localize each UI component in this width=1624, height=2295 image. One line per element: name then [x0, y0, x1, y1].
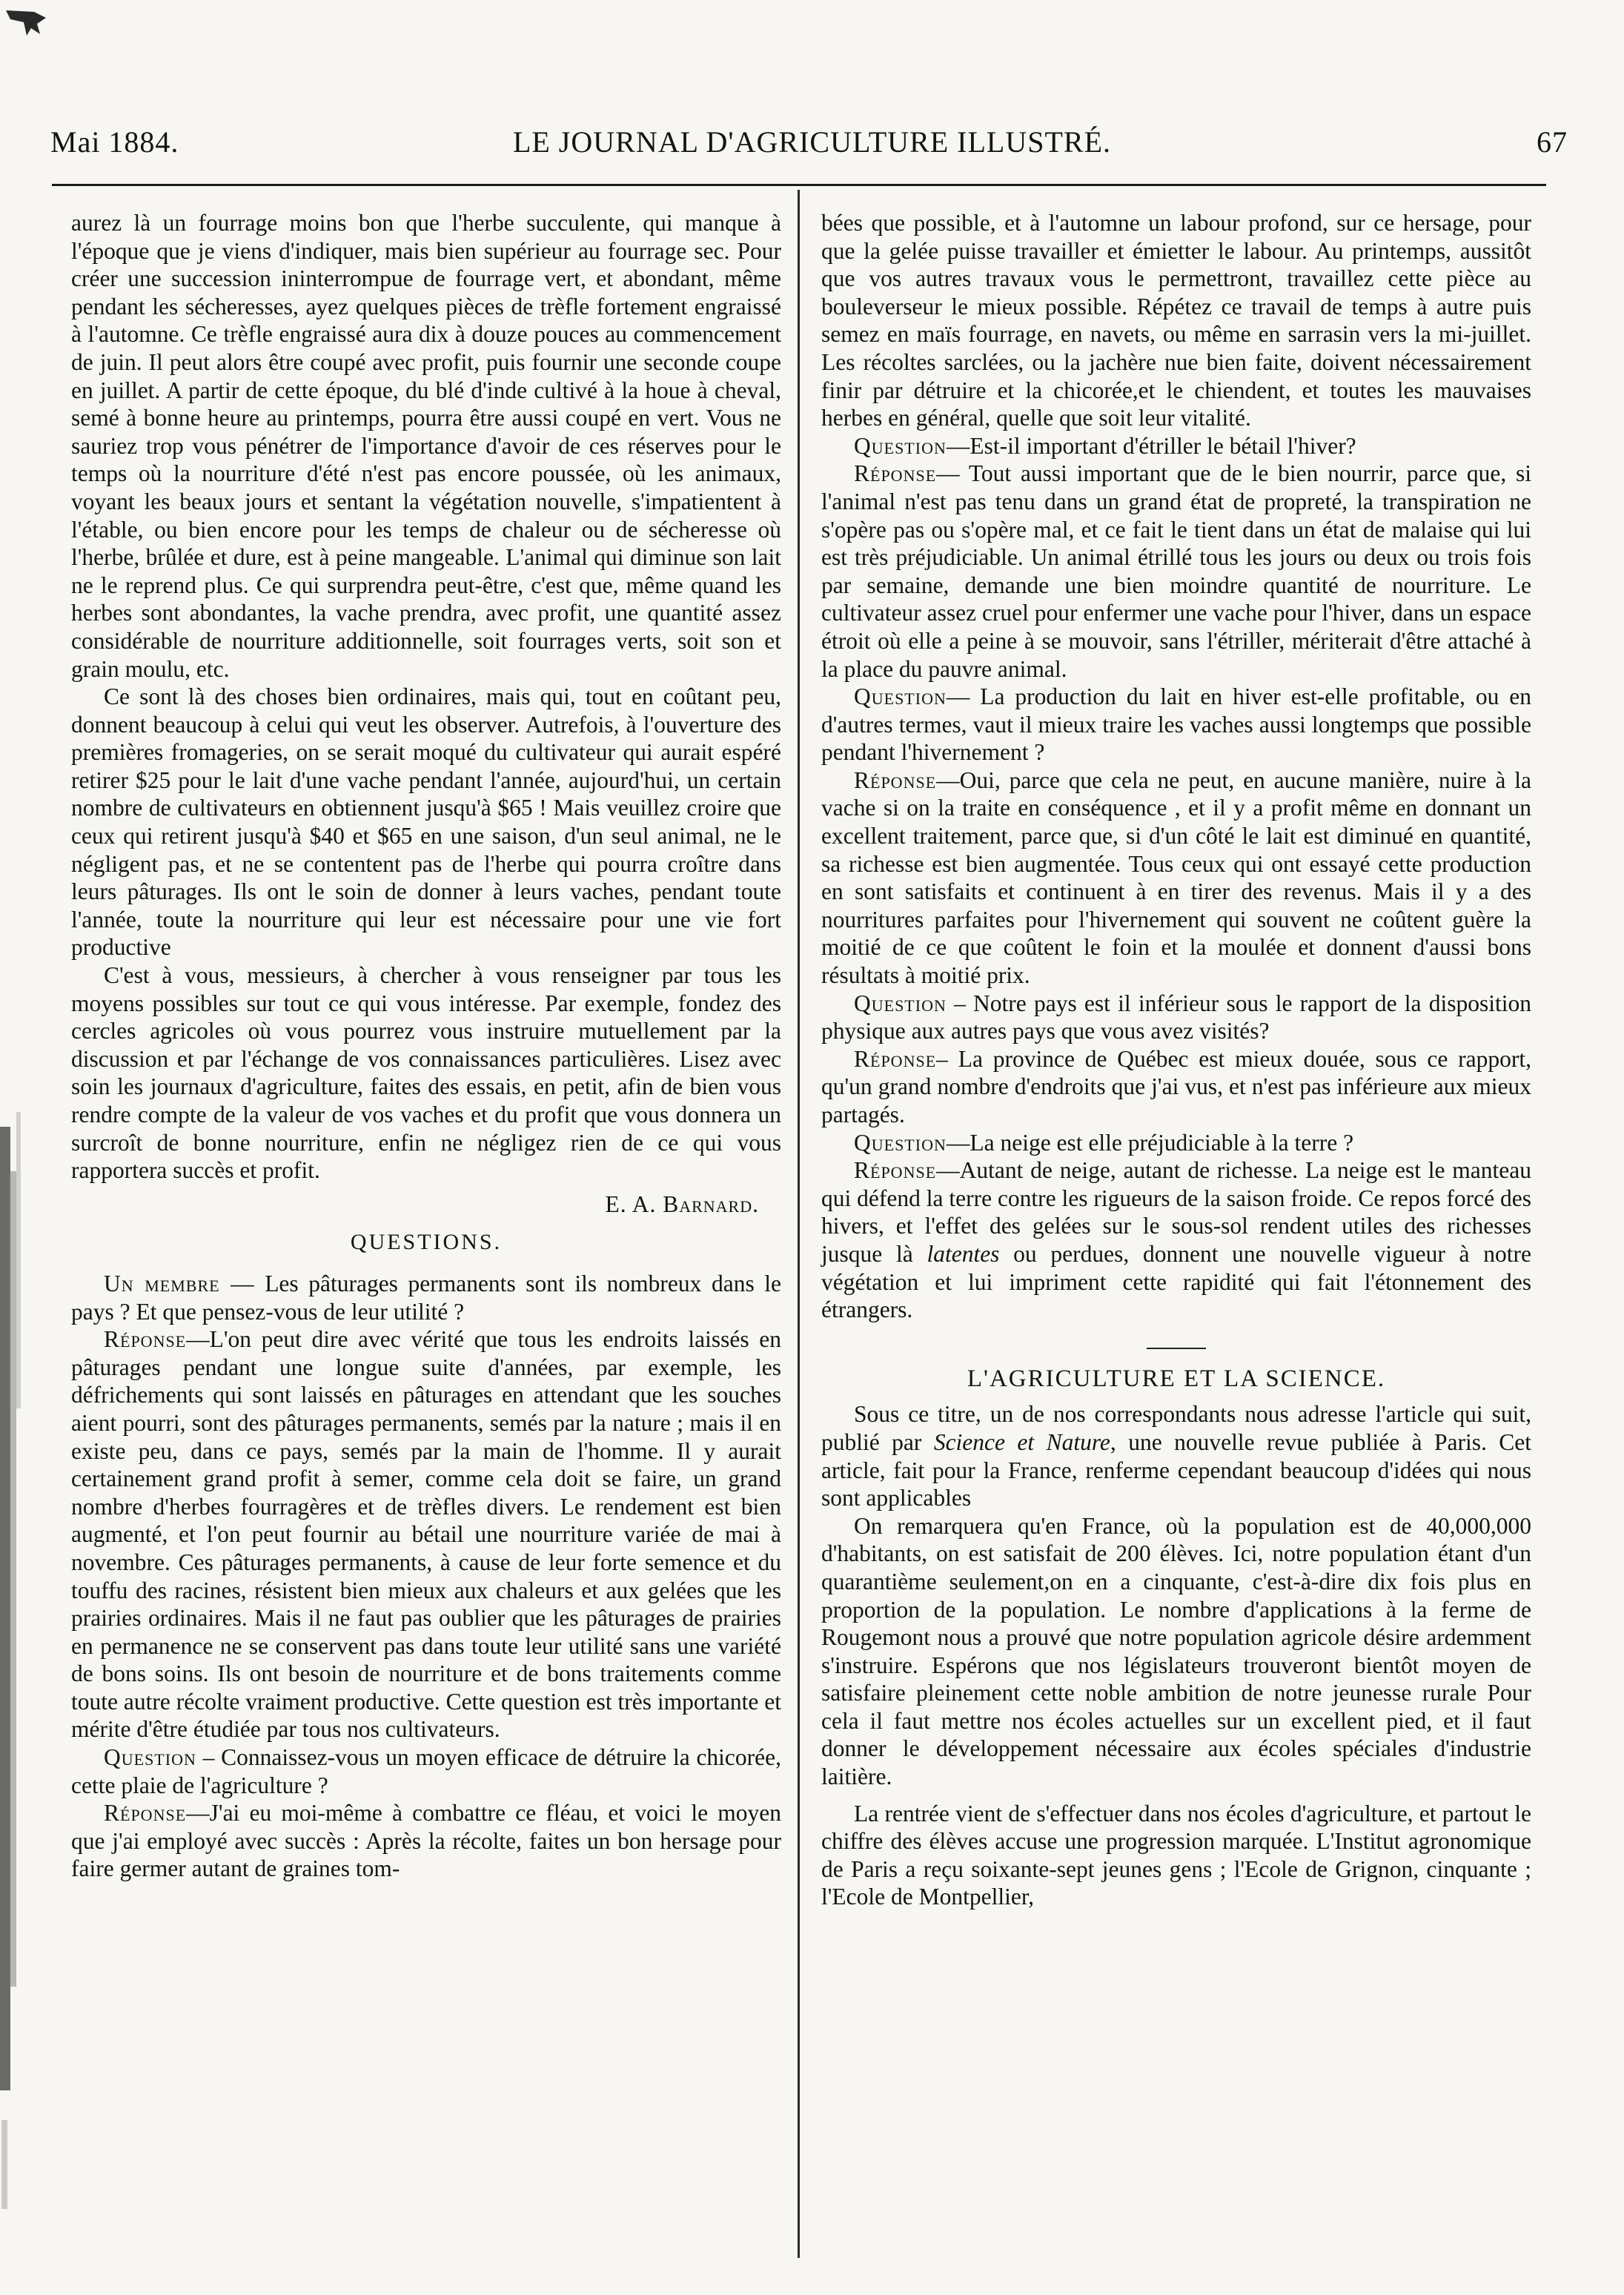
answer-text-italic: latentes: [927, 1240, 1000, 1267]
paragraph: [821, 1400, 1531, 1511]
question-label: Question: [854, 1129, 947, 1156]
paragraph: C'est à vous, messieurs, à chercher à vous renseigner par tous les moyens possibles sur tout ce qui vous intéresse. Par exemple, fondez des cercles agricoles où vous pourrez vous instruire mutuellement par la discussion et par l'échange de vos connaissances particulières. Lisez avec soin les journaux d'agriculture, faites des essais, en petit, afin de bien vous rendre compte de la valeur de vos vaches et du profit que vous donnera un surcroît de bonne nourriture, enfin ne négligez rien de ce qui vous rapportera succès et profit.: [71, 962, 781, 1184]
question-label: Question: [854, 683, 947, 710]
question: [821, 432, 1531, 460]
paragraph: bées que possible, et à l'automne un labour profond, sur ce hersage, pour que la gelée puisse travailler et émietter le labour. Au printemps, aussitôt que vos autres travaux vous le permettront, travaillez cette pièce au bouleverseur le mieux possible. Répétez ce travail de temps à autre puis semez en maïs fourrage, en navets, ou même en sarrasin vers la mi-juillet. Les récoltes sarclées, ou la jachère nue bien faite, doivent nécessairement finir par détruire et la chicorée,et le chiendent, et toutes les mauvaises herbes en général, quelle que soit leur vitalité.: [821, 210, 1531, 431]
answer: [71, 1799, 781, 1883]
answer-text: — Tout aussi important que de le bien nourrir, parce que, si l'animal n'est pas tenu dans un grand état de propreté, la transpiration ne s'opère pas ou s'opère mal, et ce fait le tient dans un état de malaise qui lui est très préjudiciable. Un animal étrillé tous les jours ou deux ou trois fois par semaine, demande une bien moindre quantité de nourriture. Le cultivateur assez cruel pour enfermer une vache pour l'hiver, dans un espace étroit où elle a peine à se mouvoir, sans l'étriller, mériterait d'être attaché à la place du pauvre animal.: [821, 460, 1531, 682]
journal-title: LE JOURNAL D'AGRICULTURE ILLUSTRÉ.: [512, 125, 1112, 159]
paragraph: Ce sont là des choses bien ordinaires, mais qui, tout en coûtant peu, donnent beaucoup à celui qui veut les observer. Autrefois, à l'ouverture des premières fromageries, on se serait moqué du cultivateur qui aurait espéré retirer $25 pour le lait d'une vache pendant l'année, aujourd'hui, un certain nombre de cultivateurs en obtiennent jusqu'à $65 ! Mais veuillez croire que ceux qui retirent jusqu'à $40 et $65 en une saison, d'un seul animal, ne le négligent pas, et ne se contentent pas de l'herbe qui pourra croître dans leurs pâturages. Ils ont le soin de donner à leurs vaches, pendant toute l'année, toute la nourriture qui leur est nécessaire pour une vie fort productive: [71, 683, 781, 961]
question: [821, 1129, 1531, 1157]
answer-text: —L'on peut dire avec vérité que tous les endroits laissés en pâturages pendant une longue suite d'années, par exemple, les défrichements qui sont laissés en pâturages en attendant que les souches aient pourri, sont des pâturages permanents, semés par la nature ; mais il en existe peu, dans ce pays, semés par la main de l'homme. Il y aurait certainement grand profit à semer, comme cela doit se faire, un grand nombre d'herbes fourragères et de trèfles divers. Le rendement est bien augmenté, et l'on peut fournir au bétail une nourriture variée de mai à novembre. Ces pâturages permanents, à cause de leur forte semence et du touffu des racines, résistent bien mieux aux chaleurs et aux gelées que les prairies ordinaires. Mais il ne faut pas oublier que les pâturages de prairies en permanence ne se conservent pas dans toute leur utilité sans une variété de bons soins. Ils ont besoin de nourriture et de bons traitements comme toute autre récolte vraiment productive. Cette question est très importante et mérite d'être étudiée par tous nos cultivateurs.: [71, 1326, 781, 1743]
article-heading: L'AGRICULTURE ET LA SCIENCE.: [967, 1365, 1386, 1392]
question-label: Question: [854, 432, 947, 459]
question-text: Les pâturages permanents sont ils nombreux dans le pays ? Et que pensez-vous de leur utilité ?: [71, 1270, 782, 1325]
paragraph-text: , une nouvelle revue publiée à Paris. Cet article, fait pour la France, renferme cependant beaucoup d'idées qui nous sont applicables: [821, 1428, 1531, 1511]
page-header: [47, 125, 1577, 169]
question-label: Question: [104, 1744, 196, 1771]
page-number: 67: [1537, 125, 1568, 159]
answer-label: Réponse: [104, 1326, 187, 1353]
answer-label: Réponse: [854, 766, 937, 793]
header-rule: [52, 184, 1546, 186]
paragraph: aurez là un fourrage moins bon que l'herbe succulente, qui manque à l'époque que je viens d'indiquer, mais bien supérieur au fourrage sec. Pour créer une succession ininterrompue de fourrage vert, et abondant, même pendant les sécheresses, ayez quelques pièces de trèfle fortement engraissé à l'automne. Ce trèfle engraissé aura dix à douze pouces au commencement de juin. Il peut alors être coupé avec profit, puis fournir une seconde coupe en juillet. A partir de cette époque, du blé d'inde cultivé à la houe à cheval, semé à bonne heure au printemps, pourra être aussi coupé en vert. Vous ne sauriez trop vous pénétrer de l'importance d'avoir de ces réserves pour le temps où la nourriture d'été n'est pas encore poussée, où les animaux, voyant les beaux jours et sentant la végétation nouvelle, s'impatientent à l'étable, ou bien encore pour les temps de chaleur ou de sécheresse où l'herbe, brûlée et dure, est à peine mangeable. L'animal qui diminue son lait ne le reprend plus. Ce qui surprendra peut-être, c'est que, même quand les herbes sont abondantes, la vache prendra, avec profit, une quantité assez considérable de nourriture additionnelle, soit fourrages verts, soit son et grain moulu, etc.: [71, 210, 781, 682]
answer-text: —J'ai eu moi-même à combattre ce fléau, et voici le moyen que j'ai employé avec succès : Après la récolte, faites un bon hersage pour faire germer autant de graines tom-: [71, 1800, 781, 1882]
answer-label: Réponse: [854, 1045, 937, 1072]
question: [821, 683, 1531, 766]
answer-text: —Autant de neige, autant de richesse. La neige est le manteau qui défend la terre contre les rigueurs de la saison froide. Ce repos forcé des hivers, et l'effet des gelées sur le sous-sol rendent utiles des richesses jusque là: [821, 1157, 1531, 1267]
answer: [821, 460, 1531, 683]
section-separator: [1147, 1348, 1206, 1349]
question-text: – Connaissez-vous un moyen efficace de détruire la chicorée, cette plaie de l'agriculture ?: [71, 1744, 781, 1798]
question: [821, 990, 1531, 1045]
question-text: – Notre pays est il inférieur sous le rapport de la disposition physique aux autres pays que vous avez visités?: [821, 990, 1531, 1044]
questions-heading: QUESTIONS.: [350, 1230, 503, 1255]
answer-text: – La province de Québec est mieux douée, sous ce rapport, qu'un grand nombre d'endroits que j'ai vus, et n'est pas inférieure aux mieux partagés.: [821, 1045, 1531, 1127]
question: [71, 1743, 781, 1799]
paragraph: La rentrée vient de s'effectuer dans nos écoles d'agriculture, et partout le chiffre des élèves accuse une progression marquée. L'Institut agronomique de Paris a reçu soixante-sept jeunes gens ; l'Ecole de Grignon, cinquante ; l'Ecole de Montpellier,: [821, 1800, 1531, 1910]
question-text: — La production du lait en hiver est-elle profitable, ou en d'autres termes, vaut il mieux traire les vaches aussi longtemps que possible pendant l'hivernement ?: [821, 683, 1531, 766]
answer: [821, 766, 1531, 990]
column-divider: [798, 190, 800, 2258]
scan-edge-bleed: [0, 1067, 34, 2283]
question: [71, 1270, 781, 1325]
author-signature: E. A. Barnard.: [605, 1190, 759, 1217]
answer: [821, 1156, 1531, 1324]
right-column: [821, 209, 1531, 1911]
paragraph: On remarquera qu'en France, où la population est de 40,000,000 d'habitants, on est satisfait de 200 élèves. Ici, notre population étant d'un quarantième seulement,on en a cinquante, c'est-à-dire dix fois plus en proportion de la population. Le nombre d'applications à la ferme de Rougemont nous a prouvé que notre population agricole désire ardemment s'instruire. Espérons que nos législateurs trouveront bientôt moyen de satisfaire pleinement cette noble ambition de notre jeunesse rurale Pour cela il faut mettre nos écoles actuelles sur un excellent pied, et il faut donner le développement nécessaire aux écoles spéciales d'industrie laitière.: [821, 1512, 1531, 1790]
left-column: [71, 209, 781, 1883]
answer-label: Réponse: [854, 460, 937, 487]
answer-text: ou perdues, donnent une nouvelle vigueur à notre végétation et lui impriment cette rapidité qui fait l'étonnement des étrangers.: [821, 1240, 1531, 1323]
answer: [71, 1325, 781, 1743]
answer-label: Réponse: [854, 1157, 937, 1184]
answer-label: Réponse: [104, 1800, 187, 1827]
publication-name: Science et Nature: [933, 1428, 1110, 1455]
question-label: Un membre —: [104, 1270, 255, 1296]
question-label: Question: [854, 990, 947, 1016]
question-text: —Est-il important d'étriller le bétail l'hiver?: [946, 432, 1356, 459]
scan-artifact-mark: [4, 7, 47, 37]
answer-text: —Oui, parce que cela ne peut, en aucune manière, nuire à la vache si on la traite en conséquence , et il y a profit même en donnant un excellent traitement, parce que, si d'un côté le lait est diminué en quantité, sa richesse est bien augmentée. Tous ceux qui ont essayé cette production en sont satisfaits et continuent à en tirer des revenus. Mais il y a des nourritures parfaites pour l'hivernement qui souvent ne coûtent guère la moitié de ce que coûtent le foin et la moulée et donnent d'aussi bons résultats à moitié prix.: [821, 766, 1531, 989]
paragraph-text: Sous ce titre, un de nos correspondants nous adresse l'article qui suit, publié par: [821, 1401, 1531, 1455]
question-text: —La neige est elle préjudiciable à la terre ?: [946, 1129, 1354, 1156]
issue-date: Mai 1884.: [50, 125, 179, 159]
answer: [821, 1045, 1531, 1129]
